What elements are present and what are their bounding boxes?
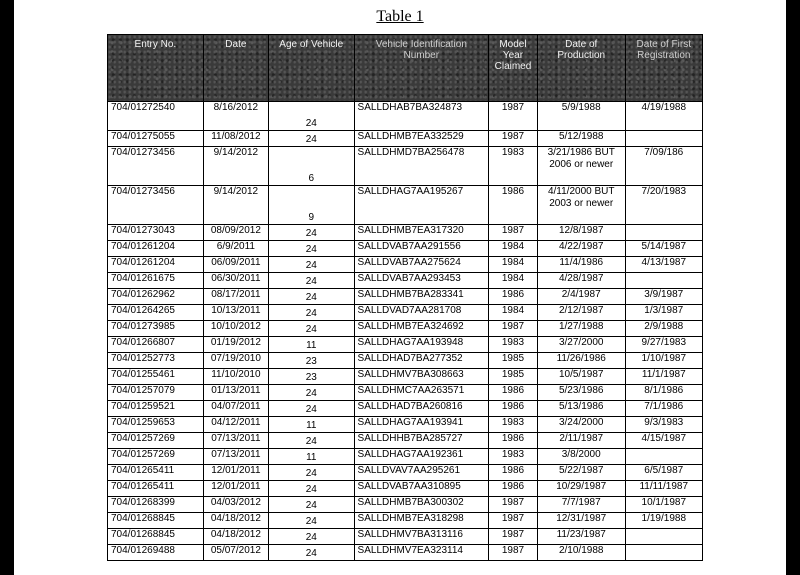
entry-no-cell: 704/01272540 — [108, 102, 204, 131]
production-date-cell: 2/4/1987 — [537, 289, 625, 305]
model-year-cell: 1987 — [489, 131, 538, 147]
model-year-cell: 1984 — [489, 257, 538, 273]
model-year-cell: 1983 — [489, 147, 538, 186]
model-year-cell: 1984 — [489, 305, 538, 321]
table-row — [108, 529, 703, 545]
registration-date-cell — [625, 131, 702, 147]
table-row — [108, 337, 703, 353]
vin-cell: SALLDHAG7AA195267 — [354, 186, 488, 225]
date-cell: 10/10/2012 — [203, 321, 268, 337]
entry-no-cell: 704/01257269 — [108, 449, 204, 465]
age-cell: 24 — [268, 513, 354, 529]
registration-date-cell: 10/1/1987 — [625, 497, 702, 513]
registration-date-cell: 3/9/1987 — [625, 289, 702, 305]
registration-date-cell: 7/09/186 — [625, 147, 702, 186]
production-date-cell: 5/13/1986 — [537, 401, 625, 417]
vin-cell: SALLDHAD7BA260816 — [354, 401, 488, 417]
production-date-cell: 5/23/1986 — [537, 385, 625, 401]
age-cell: 24 — [268, 321, 354, 337]
column-header: Vehicle Identification Number — [354, 35, 488, 102]
registration-date-cell: 5/14/1987 — [625, 241, 702, 257]
vin-cell: SALLDVAB7AA291556 — [354, 241, 488, 257]
age-cell: 24 — [268, 289, 354, 305]
table-row — [108, 513, 703, 529]
production-date-cell: 10/5/1987 — [537, 369, 625, 385]
production-date-cell: 2/11/1987 — [537, 433, 625, 449]
model-year-cell: 1983 — [489, 449, 538, 465]
model-year-cell: 1986 — [489, 385, 538, 401]
age-cell: 23 — [268, 353, 354, 369]
table-row — [108, 369, 703, 385]
date-cell: 07/13/2011 — [203, 433, 268, 449]
model-year-cell: 1987 — [489, 225, 538, 241]
table-row — [108, 545, 703, 561]
date-cell: 01/13/2011 — [203, 385, 268, 401]
date-cell: 11/08/2012 — [203, 131, 268, 147]
date-cell: 8/16/2012 — [203, 102, 268, 131]
registration-date-cell: 4/15/1987 — [625, 433, 702, 449]
production-date-cell: 1/27/1988 — [537, 321, 625, 337]
vin-cell: SALLDHMV7BA308663 — [354, 369, 488, 385]
table-row — [108, 186, 703, 225]
age-cell: 24 — [268, 385, 354, 401]
entry-no-cell: 704/01262962 — [108, 289, 204, 305]
table-row — [108, 449, 703, 465]
registration-date-cell: 4/19/1988 — [625, 102, 702, 131]
model-year-cell: 1987 — [489, 513, 538, 529]
vin-cell: SALLDHAD7BA277352 — [354, 353, 488, 369]
registration-date-cell: 2/9/1988 — [625, 321, 702, 337]
table-row — [108, 289, 703, 305]
age-cell: 6 — [268, 147, 354, 186]
registration-date-cell: 1/19/1988 — [625, 513, 702, 529]
table-row — [108, 225, 703, 241]
table-row — [108, 465, 703, 481]
table-row — [108, 353, 703, 369]
entry-no-cell: 704/01268399 — [108, 497, 204, 513]
production-date-cell: 2/12/1987 — [537, 305, 625, 321]
column-header: Date of Production — [537, 35, 625, 102]
age-cell: 24 — [268, 131, 354, 147]
date-cell: 04/03/2012 — [203, 497, 268, 513]
entry-no-cell: 704/01255461 — [108, 369, 204, 385]
model-year-cell: 1984 — [489, 273, 538, 289]
production-date-cell: 3/27/2000 — [537, 337, 625, 353]
date-cell: 6/9/2011 — [203, 241, 268, 257]
date-cell: 04/07/2011 — [203, 401, 268, 417]
entry-no-cell: 704/01261675 — [108, 273, 204, 289]
vin-cell: SALLDHMD7BA256478 — [354, 147, 488, 186]
table-body — [108, 102, 703, 561]
production-date-cell: 5/22/1987 — [537, 465, 625, 481]
model-year-cell: 1983 — [489, 337, 538, 353]
column-header: Date of First Registration — [625, 35, 702, 102]
model-year-cell: 1986 — [489, 465, 538, 481]
age-cell: 24 — [268, 305, 354, 321]
production-date-cell: 4/11/2000 BUT 2003 or newer — [537, 186, 625, 225]
model-year-cell: 1987 — [489, 102, 538, 131]
entry-no-cell: 704/01273985 — [108, 321, 204, 337]
registration-date-cell: 4/13/1987 — [625, 257, 702, 273]
production-date-cell: 3/8/2000 — [537, 449, 625, 465]
vin-cell: SALLDHMB7EA324692 — [354, 321, 488, 337]
vin-cell: SALLDVAB7AA275624 — [354, 257, 488, 273]
entry-no-cell: 704/01273043 — [108, 225, 204, 241]
model-year-cell: 1985 — [489, 369, 538, 385]
date-cell: 07/19/2010 — [203, 353, 268, 369]
date-cell: 12/01/2011 — [203, 481, 268, 497]
table-title: Table 1 — [376, 8, 424, 25]
production-date-cell: 5/9/1988 — [537, 102, 625, 131]
column-header: Model Year Claimed — [489, 35, 538, 102]
vin-cell: SALLDHMV7EA323114 — [354, 545, 488, 561]
production-date-cell: 11/23/1987 — [537, 529, 625, 545]
production-date-cell: 5/12/1988 — [537, 131, 625, 147]
entry-no-cell: 704/01259521 — [108, 401, 204, 417]
table-header-row — [108, 35, 703, 102]
production-date-cell: 12/31/1987 — [537, 513, 625, 529]
model-year-cell: 1986 — [489, 401, 538, 417]
age-cell: 11 — [268, 449, 354, 465]
age-cell: 23 — [268, 369, 354, 385]
production-date-cell: 2/10/1988 — [537, 545, 625, 561]
registration-date-cell — [625, 529, 702, 545]
entry-no-cell: 704/01265411 — [108, 481, 204, 497]
age-cell: 24 — [268, 481, 354, 497]
model-year-cell: 1983 — [489, 417, 538, 433]
production-date-cell: 3/24/2000 — [537, 417, 625, 433]
model-year-cell: 1986 — [489, 289, 538, 305]
vin-cell: SALLDVAD7AA281708 — [354, 305, 488, 321]
vin-cell: SALLDHMB7BA283341 — [354, 289, 488, 305]
table-row — [108, 131, 703, 147]
production-date-cell: 4/28/1987 — [537, 273, 625, 289]
table-row — [108, 102, 703, 131]
production-date-cell: 4/22/1987 — [537, 241, 625, 257]
vin-cell: SALLDHAG7AA193948 — [354, 337, 488, 353]
date-cell: 06/09/2011 — [203, 257, 268, 273]
vin-cell: SALLDHMC7AA263571 — [354, 385, 488, 401]
production-date-cell: 10/29/1987 — [537, 481, 625, 497]
table-row — [108, 401, 703, 417]
model-year-cell: 1987 — [489, 529, 538, 545]
registration-date-cell — [625, 273, 702, 289]
table-row — [108, 273, 703, 289]
table-row — [108, 433, 703, 449]
age-cell: 24 — [268, 497, 354, 513]
age-cell: 11 — [268, 337, 354, 353]
age-cell: 24 — [268, 273, 354, 289]
date-cell: 9/14/2012 — [203, 147, 268, 186]
age-cell: 11 — [268, 417, 354, 433]
entry-no-cell: 704/01252773 — [108, 353, 204, 369]
model-year-cell: 1987 — [489, 545, 538, 561]
entry-no-cell: 704/01275055 — [108, 131, 204, 147]
age-cell: 24 — [268, 545, 354, 561]
registration-date-cell: 8/1/1986 — [625, 385, 702, 401]
vin-cell: SALLDHAG7AA192361 — [354, 449, 488, 465]
entry-no-cell: 704/01265411 — [108, 465, 204, 481]
document-page — [14, 0, 786, 575]
production-date-cell: 11/26/1986 — [537, 353, 625, 369]
entry-no-cell: 704/01268845 — [108, 529, 204, 545]
vin-cell: SALLDHHB7BA285727 — [354, 433, 488, 449]
date-cell: 04/18/2012 — [203, 529, 268, 545]
registration-date-cell: 1/3/1987 — [625, 305, 702, 321]
registration-date-cell: 9/27/1983 — [625, 337, 702, 353]
registration-date-cell: 7/1/1986 — [625, 401, 702, 417]
age-cell: 24 — [268, 433, 354, 449]
registration-date-cell: 9/3/1983 — [625, 417, 702, 433]
entry-no-cell: 704/01261204 — [108, 241, 204, 257]
entry-no-cell: 704/01269488 — [108, 545, 204, 561]
vehicle-entry-table — [107, 34, 703, 561]
age-cell: 24 — [268, 102, 354, 131]
column-header: Age of Vehicle — [268, 35, 354, 102]
registration-date-cell: 11/1/1987 — [625, 369, 702, 385]
table-row — [108, 385, 703, 401]
age-cell: 24 — [268, 465, 354, 481]
age-cell: 24 — [268, 241, 354, 257]
entry-no-cell: 704/01257269 — [108, 433, 204, 449]
production-date-cell: 11/4/1986 — [537, 257, 625, 273]
vin-cell: SALLDVAB7AA293453 — [354, 273, 488, 289]
vin-cell: SALLDHMB7EA317320 — [354, 225, 488, 241]
entry-no-cell: 704/01259653 — [108, 417, 204, 433]
date-cell: 9/14/2012 — [203, 186, 268, 225]
entry-no-cell: 704/01273456 — [108, 147, 204, 186]
production-date-cell: 12/8/1987 — [537, 225, 625, 241]
column-header: Entry No. — [108, 35, 204, 102]
vin-cell: SALLDVAV7AA295261 — [354, 465, 488, 481]
table-row — [108, 321, 703, 337]
registration-date-cell: 1/10/1987 — [625, 353, 702, 369]
table-row — [108, 305, 703, 321]
vin-cell: SALLDHAG7AA193941 — [354, 417, 488, 433]
date-cell: 05/07/2012 — [203, 545, 268, 561]
table-row — [108, 147, 703, 186]
table-row — [108, 417, 703, 433]
entry-no-cell: 704/01266807 — [108, 337, 204, 353]
table-row — [108, 481, 703, 497]
age-cell: 9 — [268, 186, 354, 225]
vin-cell: SALLDHMV7BA313116 — [354, 529, 488, 545]
date-cell: 08/09/2012 — [203, 225, 268, 241]
date-cell: 10/13/2011 — [203, 305, 268, 321]
date-cell: 04/18/2012 — [203, 513, 268, 529]
vin-cell: SALLDVAB7AA310895 — [354, 481, 488, 497]
date-cell: 11/10/2010 — [203, 369, 268, 385]
date-cell: 12/01/2011 — [203, 465, 268, 481]
vin-cell: SALLDHMB7EA318298 — [354, 513, 488, 529]
production-date-cell: 3/21/1986 BUT 2006 or newer — [537, 147, 625, 186]
model-year-cell: 1984 — [489, 241, 538, 257]
date-cell: 04/12/2011 — [203, 417, 268, 433]
date-cell: 08/17/2011 — [203, 289, 268, 305]
model-year-cell: 1987 — [489, 497, 538, 513]
entry-no-cell: 704/01268845 — [108, 513, 204, 529]
model-year-cell: 1986 — [489, 186, 538, 225]
registration-date-cell: 7/20/1983 — [625, 186, 702, 225]
age-cell: 24 — [268, 529, 354, 545]
model-year-cell: 1985 — [489, 353, 538, 369]
registration-date-cell — [625, 449, 702, 465]
date-cell: 06/30/2011 — [203, 273, 268, 289]
registration-date-cell — [625, 225, 702, 241]
registration-date-cell: 11/11/1987 — [625, 481, 702, 497]
date-cell: 07/13/2011 — [203, 449, 268, 465]
table-row — [108, 497, 703, 513]
entry-no-cell: 704/01261204 — [108, 257, 204, 273]
model-year-cell: 1986 — [489, 433, 538, 449]
vin-cell: SALLDHAB7BA324873 — [354, 102, 488, 131]
vin-cell: SALLDHMB7BA300302 — [354, 497, 488, 513]
column-header: Date — [203, 35, 268, 102]
production-date-cell: 7/7/1987 — [537, 497, 625, 513]
vin-cell: SALLDHMB7EA332529 — [354, 131, 488, 147]
table-row — [108, 257, 703, 273]
age-cell: 24 — [268, 225, 354, 241]
entry-no-cell: 704/01257079 — [108, 385, 204, 401]
age-cell: 24 — [268, 401, 354, 417]
model-year-cell: 1987 — [489, 321, 538, 337]
age-cell: 24 — [268, 257, 354, 273]
registration-date-cell: 6/5/1987 — [625, 465, 702, 481]
model-year-cell: 1986 — [489, 481, 538, 497]
table-row — [108, 241, 703, 257]
entry-no-cell: 704/01273456 — [108, 186, 204, 225]
entry-no-cell: 704/01264265 — [108, 305, 204, 321]
date-cell: 01/19/2012 — [203, 337, 268, 353]
registration-date-cell — [625, 545, 702, 561]
